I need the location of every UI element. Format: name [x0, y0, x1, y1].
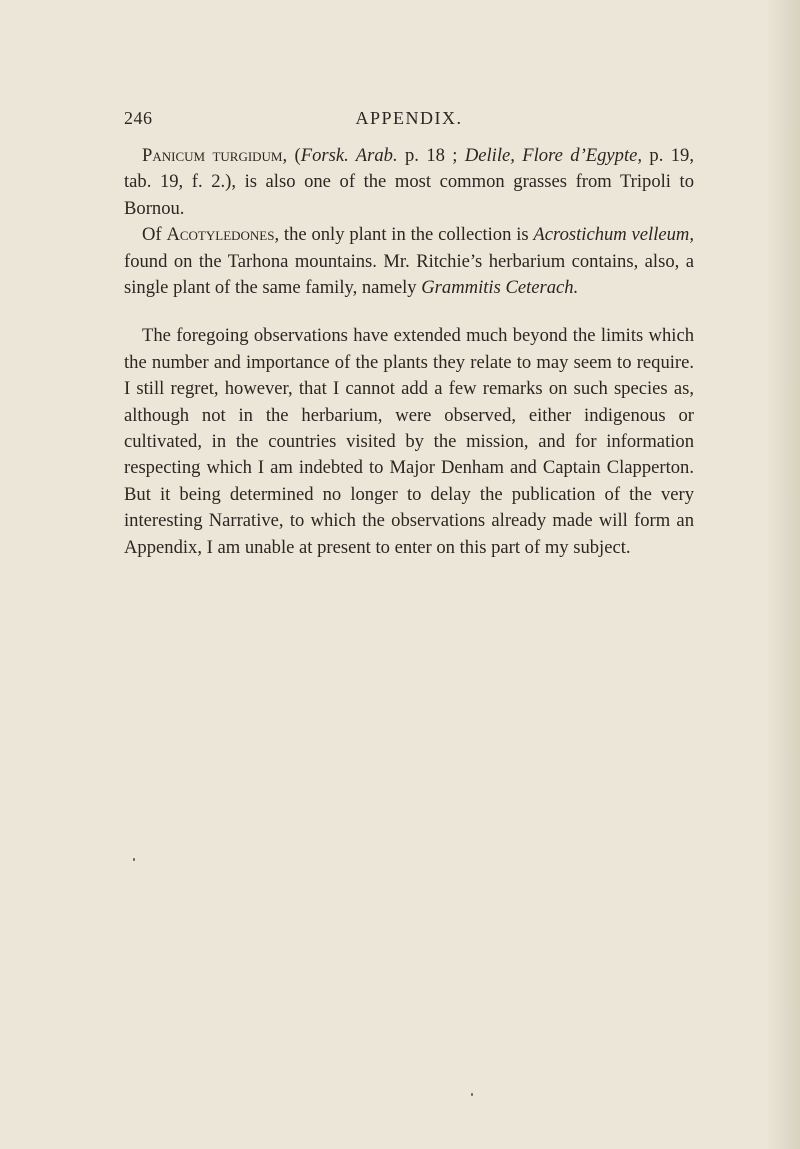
paper-speck — [133, 858, 135, 861]
page-number: 246 — [124, 108, 153, 128]
body-text — [124, 143, 694, 561]
citation-delile: Delile, Flore d’Egypte, — [464, 145, 643, 166]
group-name: Acotyledones, — [166, 224, 280, 246]
paragraph-acotyledones: Of Acotyledones, the only plant in the collection is Acrostichum velleum, found on the Tarhona mountains. Mr. Ritchie’s herbarium contains, also, a single plant of the same family, namely Grammitis Ceterach. — [124, 224, 694, 299]
page-edge-shadow — [766, 0, 800, 1149]
species-name: Panicum turgidum, — [142, 145, 288, 166]
paper-speck — [471, 1093, 473, 1096]
running-head: APPENDIX. — [355, 108, 463, 128]
species-grammitis: Grammitis Ceterach. — [421, 277, 579, 299]
species-acrostichum: Acrostichum velleum, — [533, 224, 694, 246]
paragraph-panicum: Panicum turgidum, (Forsk. Arab. p. 18 ; Delile, Flore d’Egypte, p. 19, tab. 19, f. 2.), is also one of the most common grasses from Tripoli to Bornou. — [124, 145, 694, 219]
page-header — [124, 108, 694, 134]
citation-forskal: Forsk. Arab. — [300, 145, 398, 166]
paragraph-closing: The foregoing observations have extended much beyond the limits which the number and importance of the plants they relate to may seem to require. I still regret, however, that I cannot add a few remarks on such species as, although not in the herbarium, were observed, either indigenous or cultivated, in the countries visited by the mission, and for information respecting which I am indebted to Major Denham and Captain Clapperton. But it being determined no longer to delay the publication of the very interesting Narrative, to which the observations already made will form an Appendix, I am unable at present to enter on this part of my subject. — [124, 325, 694, 558]
